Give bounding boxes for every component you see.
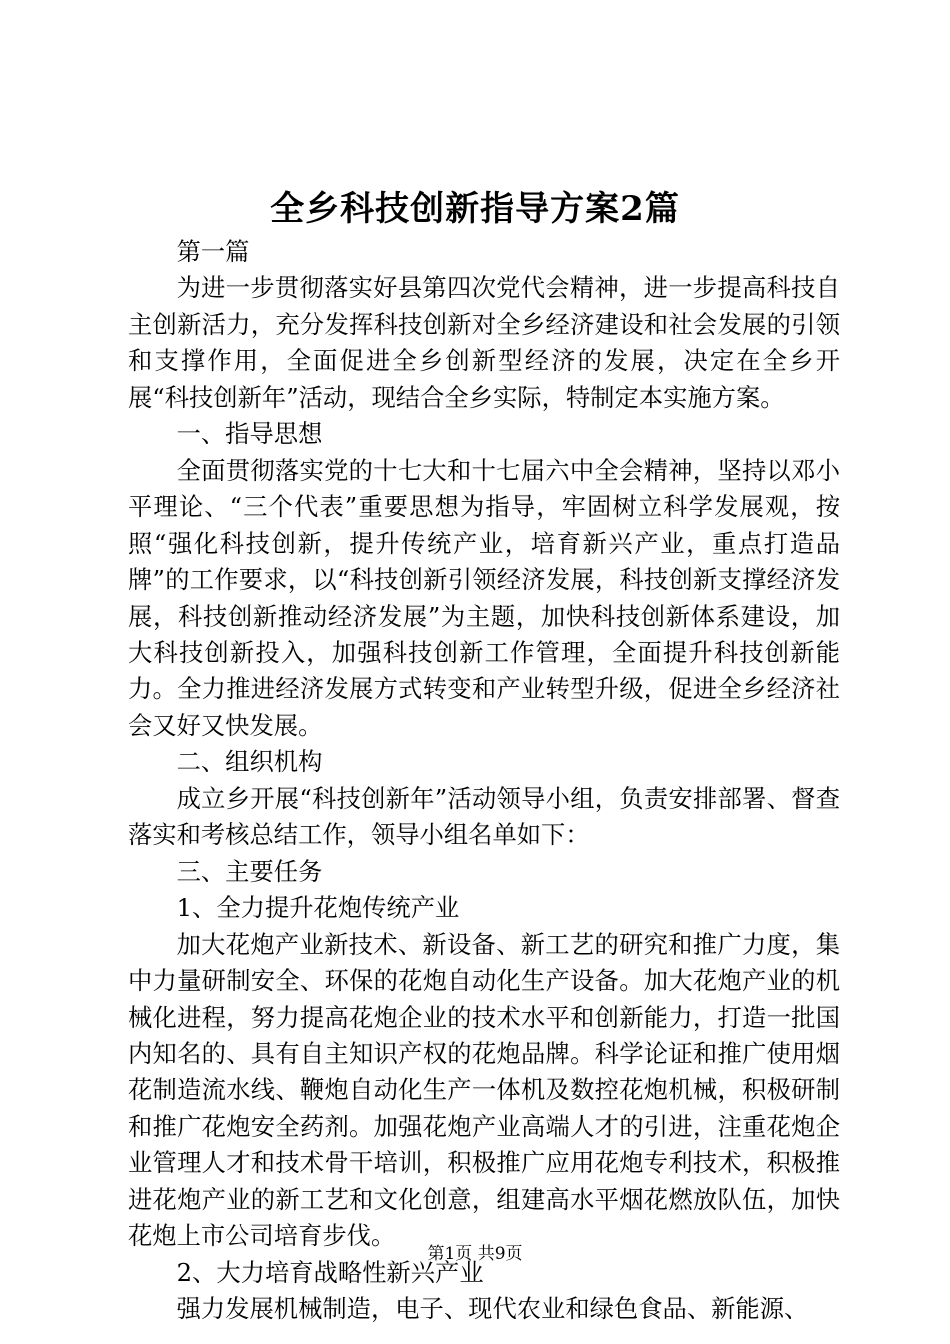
subheading-task-1: 1、全力提升花炮传统产业	[176, 893, 460, 923]
subheading-task-2: 2、大力培育战略性新兴产业	[176, 1257, 484, 1287]
section-label-part-one: 第一篇	[176, 237, 250, 266]
page-footer: 第1页 共9页	[427, 1244, 523, 1264]
heading-main-tasks: 三、主要任务	[176, 856, 323, 886]
task-1-paragraph: 加大花炮产业新技术、新设备、新工艺的研究和推广力度，集中力量研制安全、环保的花炮自动化生产设备。加大花炮产业的机械化进程，努力提高花炮企业的技术水平和创新能力，打造一批国内知名的、具有自主知识产权的花炮品牌。科学论证和推广使用烟花制造流水线、鞭炮自动化生产一体机及数控花炮机械，积极研制和推广花炮安全药剂。加强花炮产业高端人才的引进，注重花炮企业管理人才和技术骨干培训，积极推广应用花炮专利技术，积极推进花炮产业的新工艺和文化创意，组建高水平烟花燃放队伍，加快花炮上市公司培育步伐。	[128, 929, 840, 1251]
document-title: 全乡科技创新指导方案2篇	[270, 189, 680, 229]
heading-guiding-ideology: 一、指导思想	[176, 419, 323, 449]
intro-paragraph: 为进一步贯彻落实好县第四次党代会精神，进一步提高科技自主创新活力，充分发挥科技创新对全乡经济建设和社会发展的引领和支撑作用，全面促进全乡创新型经济的发展，决定在全乡开展“科技创新年”活动，现结合全乡实际，特制定本实施方案。	[128, 273, 840, 412]
document-body	[128, 234, 840, 1328]
task-2-paragraph: 强力发展机械制造，电子、现代农业和绿色食品、新能源、	[176, 1294, 809, 1324]
guiding-ideology-paragraph: 全面贯彻落实党的十七大和十七届六中全会精神，坚持以邓小平理论、“三个代表”重要思想为指导，牢固树立科学发展观，按照“强化科技创新，提升传统产业，培育新兴产业，重点打造品牌”的工作要求，以“科技创新引领经济发展，科技创新支撑经济发展，科技创新推动经济发展”为主题，加快科技创新体系建设，加大科技创新投入，加强科技创新工作管理，全面提升科技创新能力。全力推进经济发展方式转变和产业转型升级，促进全乡经济社会又好又快发展。	[128, 455, 840, 740]
organization-paragraph: 成立乡开展“科技创新年”活动领导小组，负责安排部署、督查落实和考核总结工作，领导小组名单如下：	[128, 783, 840, 850]
heading-organization: 二、组织机构	[176, 747, 323, 777]
